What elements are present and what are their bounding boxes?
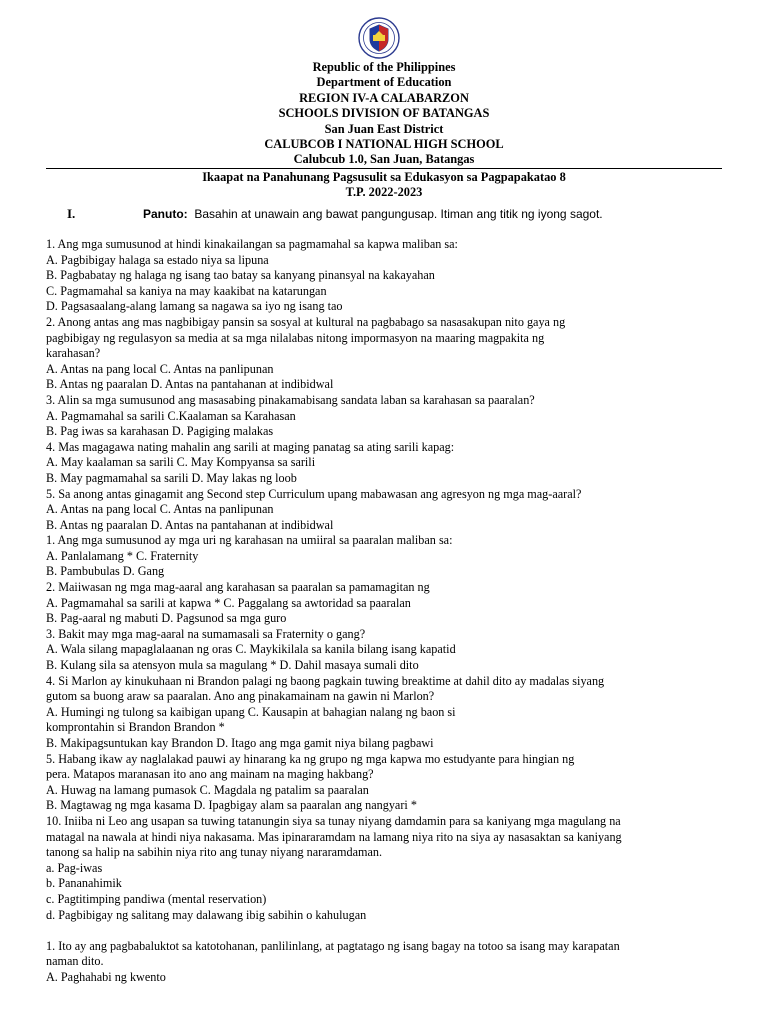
- question-line: 3. Bakit may mga mag-aaral na sumamasali sa Fraternity o gang?: [46, 626, 366, 641]
- question-line: 10. Iniiba ni Leo ang usapan sa tuwing tatanungin siya sa tunay niyang damdamin para sa kaniyang mga magulang na: [46, 813, 621, 828]
- exam-title-block: [0, 170, 768, 200]
- question-line: 4. Si Marlon ay kinukuhaan ni Brandon palagi ng baong pagkain tuwing breaktime at dahil dito ay madalas siyang: [46, 673, 605, 688]
- instructions-text: Basahin at unawain ang bawat pangungusap. Itiman ang titik ng iyong sagot.: [194, 207, 603, 221]
- question-line: pagbibigay ng regulasyon sa media at sa mga nilalabas nitong impormasyon na maaring magpakita ng: [46, 330, 545, 345]
- header-district: San Juan East District: [324, 121, 444, 136]
- question-line: D. Pagsasaalang-alang lamang sa nagawa sa iyo ng isang tao: [46, 299, 343, 314]
- question-line: A. Panlalamang * C. Fraternity: [46, 548, 199, 563]
- question-list: [46, 237, 736, 986]
- question-line: C. Pagmamahal sa kaniya na may kaakibat na katarungan: [46, 283, 327, 298]
- question-line: karahasan?: [46, 346, 101, 361]
- exam-title: Ikaapat na Panahunang Pagsusulit sa Edukasyon sa Pagpapakatao 8: [202, 170, 566, 184]
- question-line: naman dito.: [46, 954, 104, 969]
- question-line: B. Antas ng paaralan D. Antas na pantahanan at indibidwal: [46, 517, 334, 532]
- school-header: [0, 60, 768, 168]
- question-line: B. Antas ng paaralan D. Antas na pantahanan at indibidwal: [46, 377, 334, 392]
- school-year: T.P. 2022-2023: [345, 185, 423, 199]
- header-school-name: CALUBCOB I NATIONAL HIGH SCHOOL: [264, 137, 504, 152]
- question-line: B. May pagmamahal sa sarili D. May lakas ng loob: [46, 470, 297, 485]
- question-line: A. Huwag na lamang pumasok C. Magdala ng patalim sa paaralan: [46, 782, 369, 797]
- question-line: B. Pagbabatay ng halaga ng isang tao batay sa kanyang pinansyal na kakayahan: [46, 268, 435, 283]
- question-line: matagal na nawala at hindi niya nakasama. Mas ipinararamdam na lamang niya rito na siya ay nasasaktan sa kaniyang: [46, 829, 622, 844]
- question-line: A. Wala silang mapaglalaanan ng oras C. Maykikilala sa kanila bilang isang kapatid: [46, 642, 456, 657]
- question-line: B. Pambubulas D. Gang: [46, 564, 165, 579]
- question-line: A. Paghahabi ng kwento: [46, 969, 166, 984]
- instructions: [67, 206, 603, 222]
- question-line: B. Magtawag ng mga kasama D. Ipagbigay alam sa paaralan ang nangyari *: [46, 798, 417, 813]
- header-address: Calubcub 1.0, San Juan, Batangas: [293, 152, 475, 167]
- question-line: 1. Ang mga sumusunod ay mga uri ng karahasan na umiiral sa paaralan maliban sa:: [46, 533, 453, 548]
- question-line: B. Pag-aaral ng mabuti D. Pagsunod sa mga guro: [46, 611, 287, 626]
- question-line: A. Humingi ng tulong sa kaibigan upang C. Kausapin at bahagian nalang ng baon si: [46, 704, 456, 719]
- header-department: Department of Education: [316, 75, 452, 90]
- question-line: A. May kaalaman sa sarili C. May Kompyansa sa sarili: [46, 455, 316, 470]
- question-line: A. Antas na pang local C. Antas na panlipunan: [46, 361, 274, 376]
- section-number: I.: [67, 206, 76, 221]
- instructions-label: Panuto:: [143, 207, 188, 221]
- question-line: gutom sa buong araw sa paaralan. Ano ang pinakamainam na gawin ni Marlon?: [46, 689, 435, 704]
- question-line: B. Makipagsuntukan kay Brandon D. Itago ang mga gamit niya bilang pagbawi: [46, 736, 434, 750]
- question-line: A. Antas na pang local C. Antas na panlipunan: [46, 502, 274, 517]
- question-line: A. Pagmamahal sa sarili C.Kaalaman sa Karahasan: [46, 408, 296, 423]
- question-line: 4. Mas magagawa nating mahalin ang sarili at maging panatag sa ating sarili kapag:: [46, 439, 455, 454]
- question-line: pera. Matapos maranasan ito ano ang mainam na maging hakbang?: [46, 767, 374, 782]
- header-region: REGION IV-A CALABARZON: [299, 90, 469, 105]
- header-division: SCHOOLS DIVISION OF BATANGAS: [278, 106, 490, 121]
- question-line: B. Kulang sila sa atensyon mula sa magulang * D. Dahil masaya sumali dito: [46, 658, 419, 673]
- question-line: d. Pagbibigay ng salitang may dalawang ibig sabihin o kahulugan: [46, 907, 367, 922]
- question-line: 3. Alin sa mga sumusunod ang masasabing pinakamabisang sandata laban sa karahasan sa paaralan?: [46, 392, 535, 407]
- question-line: 5. Habang ikaw ay naglalakad pauwi ay hinarang ka ng grupo ng mga kapwa mo estudyante para hingian ng: [46, 751, 575, 766]
- deped-seal-icon: [358, 17, 400, 59]
- header-republic: Republic of the Philippines: [312, 60, 456, 74]
- question-line: komprontahin si Brandon Brandon *: [46, 720, 225, 735]
- question-line: tanong sa halip na sabihin niya rito ang tunay niyang nararamdaman.: [46, 845, 383, 860]
- question-line: b. Pananahimik: [46, 876, 122, 891]
- question-line: 5. Sa anong antas ginagamit ang Second step Curriculum upang mabawasan ang agresyon ng mga mag-aaral?: [46, 486, 582, 501]
- question-line: a. Pag-iwas: [46, 860, 103, 875]
- question-line: 2. Anong antas ang mas nagbibigay pansin sa sosyal at kultural na pagbabago sa nasasakupan nito gaya ng: [46, 314, 566, 329]
- question-line: 1. Ito ay ang pagbabaluktot sa katotohanan, panlilinlang, at pagtatago ng isang bagay na totoo sa isang may karapatan: [46, 938, 620, 953]
- question-line: c. Pagtitimping pandiwa (mental reservation): [46, 891, 267, 906]
- question-line: A. Pagmamahal sa sarili at kapwa * C. Paggalang sa awtoridad sa paaralan: [46, 595, 411, 610]
- blank-line: [46, 923, 736, 939]
- header-divider: [46, 168, 722, 169]
- question-line: B. Pag iwas sa karahasan D. Pagiging malakas: [46, 424, 274, 439]
- question-line: 1. Ang mga sumusunod at hindi kinakailangan sa pagmamahal sa kapwa maliban sa:: [46, 237, 458, 251]
- question-line: 2. Maiiwasan ng mga mag-aaral ang karahasan sa paaralan sa pamamagitan ng: [46, 580, 430, 595]
- question-line: A. Pagbibigay halaga sa estado niya sa lipuna: [46, 252, 269, 267]
